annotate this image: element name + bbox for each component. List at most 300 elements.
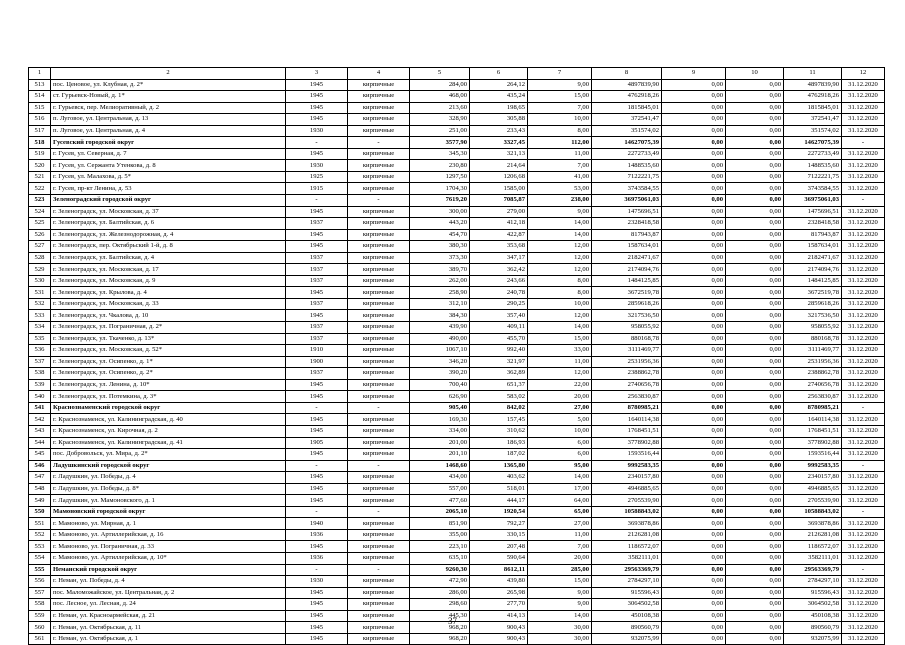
table-cell: 11,00 — [528, 529, 592, 541]
table-cell: г. Краснознаменск, ул. Кирочная, д. 2 — [51, 425, 286, 437]
table-cell: 518,01 — [470, 483, 528, 495]
table-cell: 31.12.2020 — [842, 356, 885, 368]
table-cell: 1945 — [286, 148, 348, 160]
table-cell: 7122221,75 — [784, 171, 842, 183]
table-cell: кирпичные — [348, 206, 410, 218]
table-cell: 0,00 — [726, 425, 784, 437]
table-cell: г. Зеленоградск, пер. Октябрьский 1-й, д. 8 — [51, 241, 286, 253]
table-cell: 10,00 — [528, 114, 592, 126]
table-cell: 0,00 — [662, 252, 726, 264]
table-cell: г. Краснознаменск, ул. Калининградская, д. 40 — [51, 414, 286, 426]
table-cell: 95,00 — [528, 460, 592, 472]
table-cell: г. Зеленоградск, ул. Московская, д. 9 — [51, 275, 286, 287]
table-cell: 1945 — [286, 587, 348, 599]
table-row — [29, 599, 885, 611]
table-cell: 915596,43 — [784, 587, 842, 599]
table-cell: кирпичные — [348, 102, 410, 114]
table-cell: 1945 — [286, 379, 348, 391]
table-cell: 14,00 — [528, 610, 592, 622]
table-cell: 279,00 — [470, 206, 528, 218]
table-cell: 3743584,55 — [592, 183, 662, 195]
table-cell: 213,60 — [410, 102, 470, 114]
table-cell: 4946885,65 — [592, 483, 662, 495]
table-row — [29, 183, 885, 195]
table-cell: 3778902,88 — [592, 437, 662, 449]
table-cell: 8,00 — [528, 275, 592, 287]
table-cell: г. Краснознаменск, ул. Калининградская, д. 41 — [51, 437, 286, 449]
table-cell: 0,00 — [726, 183, 784, 195]
table-cell: 31.12.2020 — [842, 310, 885, 322]
table-cell: 434,00 — [410, 472, 470, 484]
table-cell: 372541,47 — [592, 114, 662, 126]
table-cell: кирпичные — [348, 414, 410, 426]
table-cell: - — [286, 137, 348, 149]
table-cell: 1945 — [286, 229, 348, 241]
page-number: 37 — [448, 616, 457, 626]
table-cell: 2705539,90 — [784, 495, 842, 507]
table-cell: 277,70 — [470, 599, 528, 611]
table-cell: кирпичные — [348, 322, 410, 334]
table-cell: 20,00 — [528, 552, 592, 564]
table-cell: 0,00 — [662, 564, 726, 576]
table-cell: 958055,92 — [784, 322, 842, 334]
header-col-1: 1 — [29, 68, 51, 80]
table-cell: 2859618,26 — [784, 298, 842, 310]
table-cell: 0,00 — [726, 483, 784, 495]
table-cell: Ладушкинский городской округ — [51, 460, 286, 472]
table-cell: 545 — [29, 449, 51, 461]
table-row — [29, 229, 885, 241]
table-cell: 31.12.2020 — [842, 518, 885, 530]
table-cell: 0,00 — [662, 622, 726, 634]
table-cell: г. Неман, ул. Октябрьская, д. 11 — [51, 622, 286, 634]
table-cell: 0,00 — [726, 241, 784, 253]
table-cell: 550 — [29, 506, 51, 518]
table-cell: 1937 — [286, 322, 348, 334]
table-cell: 0,00 — [662, 552, 726, 564]
table-cell: 0,00 — [662, 287, 726, 299]
table-cell: 29563369,79 — [784, 564, 842, 576]
table-cell: 31.12.2020 — [842, 483, 885, 495]
table-cell: 531 — [29, 287, 51, 299]
table-cell: 1937 — [286, 333, 348, 345]
table-cell: 1468,60 — [410, 460, 470, 472]
table-cell: 355,00 — [410, 529, 470, 541]
table-cell: 635,10 — [410, 552, 470, 564]
table-cell: - — [286, 564, 348, 576]
table-cell: 1593516,44 — [592, 449, 662, 461]
table-cell: 1768451,51 — [784, 425, 842, 437]
table-cell: 201,00 — [410, 437, 470, 449]
table-row — [29, 287, 885, 299]
table-cell: 1925 — [286, 171, 348, 183]
table-cell: 351574,02 — [784, 125, 842, 137]
table-cell: 529 — [29, 264, 51, 276]
table-row — [29, 587, 885, 599]
table-cell: 3778902,88 — [784, 437, 842, 449]
table-cell: 31.12.2020 — [842, 275, 885, 287]
header-col-2: 2 — [51, 68, 286, 80]
header-col-4: 4 — [348, 68, 410, 80]
table-cell: 36975061,03 — [592, 195, 662, 207]
table-cell: 29563369,79 — [592, 564, 662, 576]
table-cell: 31.12.2020 — [842, 391, 885, 403]
table-cell: 31.12.2020 — [842, 91, 885, 103]
table-cell: - — [348, 195, 410, 207]
table-cell: 0,00 — [726, 79, 784, 91]
table-row — [29, 356, 885, 368]
table-cell: 15,00 — [528, 576, 592, 588]
table-row — [29, 379, 885, 391]
table-cell: 3064502,58 — [784, 599, 842, 611]
table-cell: 538 — [29, 368, 51, 380]
table-cell: 233,43 — [470, 125, 528, 137]
table-cell: 1945 — [286, 91, 348, 103]
header-col-11: 11 — [784, 68, 842, 80]
table-cell: 112,00 — [528, 137, 592, 149]
table-cell: 7122221,75 — [592, 171, 662, 183]
table-cell: 651,37 — [470, 379, 528, 391]
table-cell: 0,00 — [726, 218, 784, 230]
table-row — [29, 345, 885, 357]
table-cell: п. Луговое, ул. Центральная, д. 4 — [51, 125, 286, 137]
header-col-12: 12 — [842, 68, 885, 80]
table-cell: 5,00 — [528, 414, 592, 426]
table-cell: 817943,87 — [784, 229, 842, 241]
table-cell: 1930 — [286, 576, 348, 588]
table-cell: 559 — [29, 610, 51, 622]
table-row — [29, 449, 885, 461]
table-cell: 1488535,60 — [592, 160, 662, 172]
table-cell: 27,00 — [528, 402, 592, 414]
table-cell: 346,20 — [410, 356, 470, 368]
table-cell: 2388862,78 — [784, 368, 842, 380]
table-cell: 557 — [29, 587, 51, 599]
table-cell: 347,17 — [470, 252, 528, 264]
header-col-6: 6 — [470, 68, 528, 80]
table-cell: 2126281,08 — [592, 529, 662, 541]
table-cell: 10,00 — [528, 425, 592, 437]
table-cell: кирпичные — [348, 183, 410, 195]
table-cell: кирпичные — [348, 518, 410, 530]
table-cell: кирпичные — [348, 160, 410, 172]
table-cell: 472,90 — [410, 576, 470, 588]
table-cell: 2182471,67 — [592, 252, 662, 264]
table-cell: - — [842, 195, 885, 207]
table-cell: г. Зеленоградск, ул. Потемкина, д. 3* — [51, 391, 286, 403]
column-number-header — [29, 68, 885, 80]
table-cell: 31.12.2020 — [842, 472, 885, 484]
table-cell: 514 — [29, 91, 51, 103]
table-cell: 1937 — [286, 275, 348, 287]
table-cell: 534 — [29, 322, 51, 334]
table-cell: 0,00 — [726, 345, 784, 357]
table-cell: 3064502,58 — [592, 599, 662, 611]
table-cell: г. Зеленоградск, ул. Железнодорожная, д. 4 — [51, 229, 286, 241]
table-cell: кирпичные — [348, 449, 410, 461]
table-cell: 0,00 — [662, 541, 726, 553]
table-cell: 1945 — [286, 391, 348, 403]
table-cell: 490,00 — [410, 333, 470, 345]
table-cell: 31.12.2020 — [842, 414, 885, 426]
table-cell: 286,00 — [410, 587, 470, 599]
table-cell: 0,00 — [726, 622, 784, 634]
table-cell: 243,66 — [470, 275, 528, 287]
table-cell: 3693878,86 — [592, 518, 662, 530]
table-cell: 0,00 — [726, 391, 784, 403]
table-cell: пос. Маломожайское, ул. Центральная, д. 2 — [51, 587, 286, 599]
table-cell: 31.12.2020 — [842, 252, 885, 264]
table-cell: 31.12.2020 — [842, 437, 885, 449]
table-cell: 0,00 — [662, 460, 726, 472]
table-cell: 1365,80 — [470, 460, 528, 472]
table-cell: 1936 — [286, 529, 348, 541]
table-cell: 1945 — [286, 241, 348, 253]
table-cell: 31.12.2020 — [842, 160, 885, 172]
table-cell: 27,00 — [528, 518, 592, 530]
table-cell: 851,90 — [410, 518, 470, 530]
table-cell: 1945 — [286, 633, 348, 645]
table-row — [29, 564, 885, 576]
table-cell: 968,20 — [410, 622, 470, 634]
table-cell: 15,00 — [528, 91, 592, 103]
table-row — [29, 322, 885, 334]
table-cell: кирпичные — [348, 241, 410, 253]
table-cell: 15,00 — [528, 333, 592, 345]
table-cell: 958055,92 — [592, 322, 662, 334]
table-cell: 330,15 — [470, 529, 528, 541]
table-cell: - — [286, 460, 348, 472]
table-cell: 31.12.2020 — [842, 206, 885, 218]
table-cell: г. Зеленоградск, ул. Московская, д. 52* — [51, 345, 286, 357]
table-cell: 1815845,01 — [592, 102, 662, 114]
table-cell: 31.12.2020 — [842, 368, 885, 380]
table-cell: 1815845,01 — [784, 102, 842, 114]
table-cell: 518 — [29, 137, 51, 149]
table-cell: Гусевский городской округ — [51, 137, 286, 149]
table-cell: 0,00 — [662, 310, 726, 322]
table-cell: 310,62 — [470, 425, 528, 437]
table-row — [29, 91, 885, 103]
table-cell: 0,00 — [726, 610, 784, 622]
table-cell: 2174094,76 — [784, 264, 842, 276]
header-col-10: 10 — [726, 68, 784, 80]
table-cell: 0,00 — [726, 171, 784, 183]
table-cell: г. Неман, ул. Красноармейская, д. 21 — [51, 610, 286, 622]
table-cell: 0,00 — [726, 264, 784, 276]
table-cell: 9992583,35 — [592, 460, 662, 472]
table-cell: 1704,30 — [410, 183, 470, 195]
table-cell: 551 — [29, 518, 51, 530]
table-cell: 523 — [29, 195, 51, 207]
table-cell: 1930 — [286, 125, 348, 137]
table-cell: 31.12.2020 — [842, 552, 885, 564]
table-cell: 409,11 — [470, 322, 528, 334]
table-cell: 2182471,67 — [784, 252, 842, 264]
table-cell: - — [348, 506, 410, 518]
table-cell: 31.12.2020 — [842, 495, 885, 507]
table-cell: 0,00 — [726, 495, 784, 507]
table-cell: кирпичные — [348, 333, 410, 345]
table-cell: 7,00 — [528, 102, 592, 114]
table-cell: 792,27 — [470, 518, 528, 530]
table-cell: 890560,79 — [784, 622, 842, 634]
table-cell: 0,00 — [726, 287, 784, 299]
table-cell: 1915 — [286, 183, 348, 195]
table-cell: 186,93 — [470, 437, 528, 449]
table-cell: 0,00 — [662, 402, 726, 414]
table-cell: - — [286, 506, 348, 518]
table-cell: 0,00 — [662, 264, 726, 276]
table-cell: 0,00 — [726, 633, 784, 645]
header-col-7: 7 — [528, 68, 592, 80]
table-row — [29, 460, 885, 472]
table-cell: 31.12.2020 — [842, 610, 885, 622]
table-cell: 2340157,80 — [592, 472, 662, 484]
table-cell: 541 — [29, 402, 51, 414]
table-cell: 31.12.2020 — [842, 587, 885, 599]
table-cell: кирпичные — [348, 171, 410, 183]
table-cell: г. Мамоново, ул. Артиллерийская, д. 10* — [51, 552, 286, 564]
table-cell: 552 — [29, 529, 51, 541]
table-cell: г. Мамоново, ул. Мирная, д. 1 — [51, 518, 286, 530]
table-cell: 0,00 — [662, 275, 726, 287]
table-cell: 412,18 — [470, 218, 528, 230]
table-cell: 9260,30 — [410, 564, 470, 576]
table-cell: 525 — [29, 218, 51, 230]
table-cell: 0,00 — [662, 506, 726, 518]
table-cell: кирпичные — [348, 379, 410, 391]
table-cell: 0,00 — [726, 587, 784, 599]
table-cell: 31.12.2020 — [842, 333, 885, 345]
table-cell: 12,00 — [528, 368, 592, 380]
table-row — [29, 391, 885, 403]
table-cell: 6,00 — [528, 437, 592, 449]
table-cell: 351574,02 — [592, 125, 662, 137]
table-cell: 1587634,01 — [784, 241, 842, 253]
table-cell: 0,00 — [662, 102, 726, 114]
table-cell: 0,00 — [662, 495, 726, 507]
table-cell: г. Неман, ул. Победы, д. 4 — [51, 576, 286, 588]
table-cell: 0,00 — [662, 483, 726, 495]
housing-register-table — [28, 67, 885, 645]
table-cell: 1910 — [286, 345, 348, 357]
table-cell: 0,00 — [662, 148, 726, 160]
table-cell: 14,00 — [528, 322, 592, 334]
table-cell: 3217536,50 — [784, 310, 842, 322]
table-cell: 31.12.2020 — [842, 79, 885, 91]
table-cell: - — [842, 137, 885, 149]
table-cell: 240,78 — [470, 287, 528, 299]
table-cell: 30,00 — [528, 633, 592, 645]
table-cell: 0,00 — [662, 345, 726, 357]
table-cell: 31.12.2020 — [842, 576, 885, 588]
table-cell: 2065,10 — [410, 506, 470, 518]
table-cell: 403,62 — [470, 472, 528, 484]
table-cell: кирпичные — [348, 437, 410, 449]
table-cell: 549 — [29, 495, 51, 507]
table-row — [29, 541, 885, 553]
table-cell: 0,00 — [662, 587, 726, 599]
table-cell: 8780985,21 — [784, 402, 842, 414]
table-cell: 1768451,51 — [592, 425, 662, 437]
table-cell: 535 — [29, 333, 51, 345]
table-cell: 1937 — [286, 264, 348, 276]
table-row — [29, 218, 885, 230]
table-cell: кирпичные — [348, 287, 410, 299]
table-row — [29, 206, 885, 218]
table-cell: 0,00 — [726, 576, 784, 588]
table-cell: 187,02 — [470, 449, 528, 461]
table-cell: 2328418,58 — [784, 218, 842, 230]
table-cell: 1484125,85 — [784, 275, 842, 287]
header-col-8: 8 — [592, 68, 662, 80]
table-cell: 2272733,49 — [784, 148, 842, 160]
table-cell: 554 — [29, 552, 51, 564]
table-row — [29, 576, 885, 588]
table-cell: г. Зеленоградск, ул. Московская, д. 37 — [51, 206, 286, 218]
table-cell: Краснознаменский городской округ — [51, 402, 286, 414]
table-row — [29, 148, 885, 160]
table-cell: 20,00 — [528, 391, 592, 403]
table-cell: 3217536,50 — [592, 310, 662, 322]
table-cell: 915596,43 — [592, 587, 662, 599]
table-cell: кирпичные — [348, 275, 410, 287]
table-cell: 1484125,85 — [592, 275, 662, 287]
table-cell: 0,00 — [726, 160, 784, 172]
table-cell: 2784297,10 — [592, 576, 662, 588]
housing-register-sheet — [28, 67, 884, 645]
table-cell: 1945 — [286, 425, 348, 437]
table-cell: 3327,45 — [470, 137, 528, 149]
table-cell: 2740656,78 — [592, 379, 662, 391]
table-cell: 312,10 — [410, 298, 470, 310]
table-cell: 31.12.2020 — [842, 148, 885, 160]
table-row — [29, 102, 885, 114]
table-cell: 547 — [29, 472, 51, 484]
table-cell: 12,00 — [528, 310, 592, 322]
table-cell: 1945 — [286, 495, 348, 507]
table-cell: 64,00 — [528, 495, 592, 507]
table-cell: кирпичные — [348, 79, 410, 91]
table-cell: 53,00 — [528, 183, 592, 195]
table-cell: 0,00 — [726, 206, 784, 218]
table-cell: 14,00 — [528, 218, 592, 230]
table-cell: 0,00 — [662, 472, 726, 484]
table-cell: - — [348, 460, 410, 472]
table-cell: кирпичные — [348, 472, 410, 484]
table-cell: 536 — [29, 345, 51, 357]
table-cell: г. Зеленоградск, ул. Крылова, д. 4 — [51, 287, 286, 299]
table-cell: кирпичные — [348, 218, 410, 230]
header-col-3: 3 — [286, 68, 348, 80]
table-cell: 1945 — [286, 79, 348, 91]
table-cell: 443,20 — [410, 218, 470, 230]
table-cell: 537 — [29, 356, 51, 368]
table-cell: 14627075,39 — [592, 137, 662, 149]
table-cell: кирпичные — [348, 633, 410, 645]
table-cell: 31.12.2020 — [842, 633, 885, 645]
table-cell: п. Луговое, ул. Центральная, д. 13 — [51, 114, 286, 126]
table-cell: 905,40 — [410, 402, 470, 414]
table-cell: 2705539,90 — [592, 495, 662, 507]
table-cell: 31.12.2020 — [842, 264, 885, 276]
table-cell: 380,30 — [410, 241, 470, 253]
table-cell: 539 — [29, 379, 51, 391]
table-cell: - — [842, 402, 885, 414]
table-cell: 0,00 — [662, 171, 726, 183]
table-cell: 0,00 — [726, 310, 784, 322]
